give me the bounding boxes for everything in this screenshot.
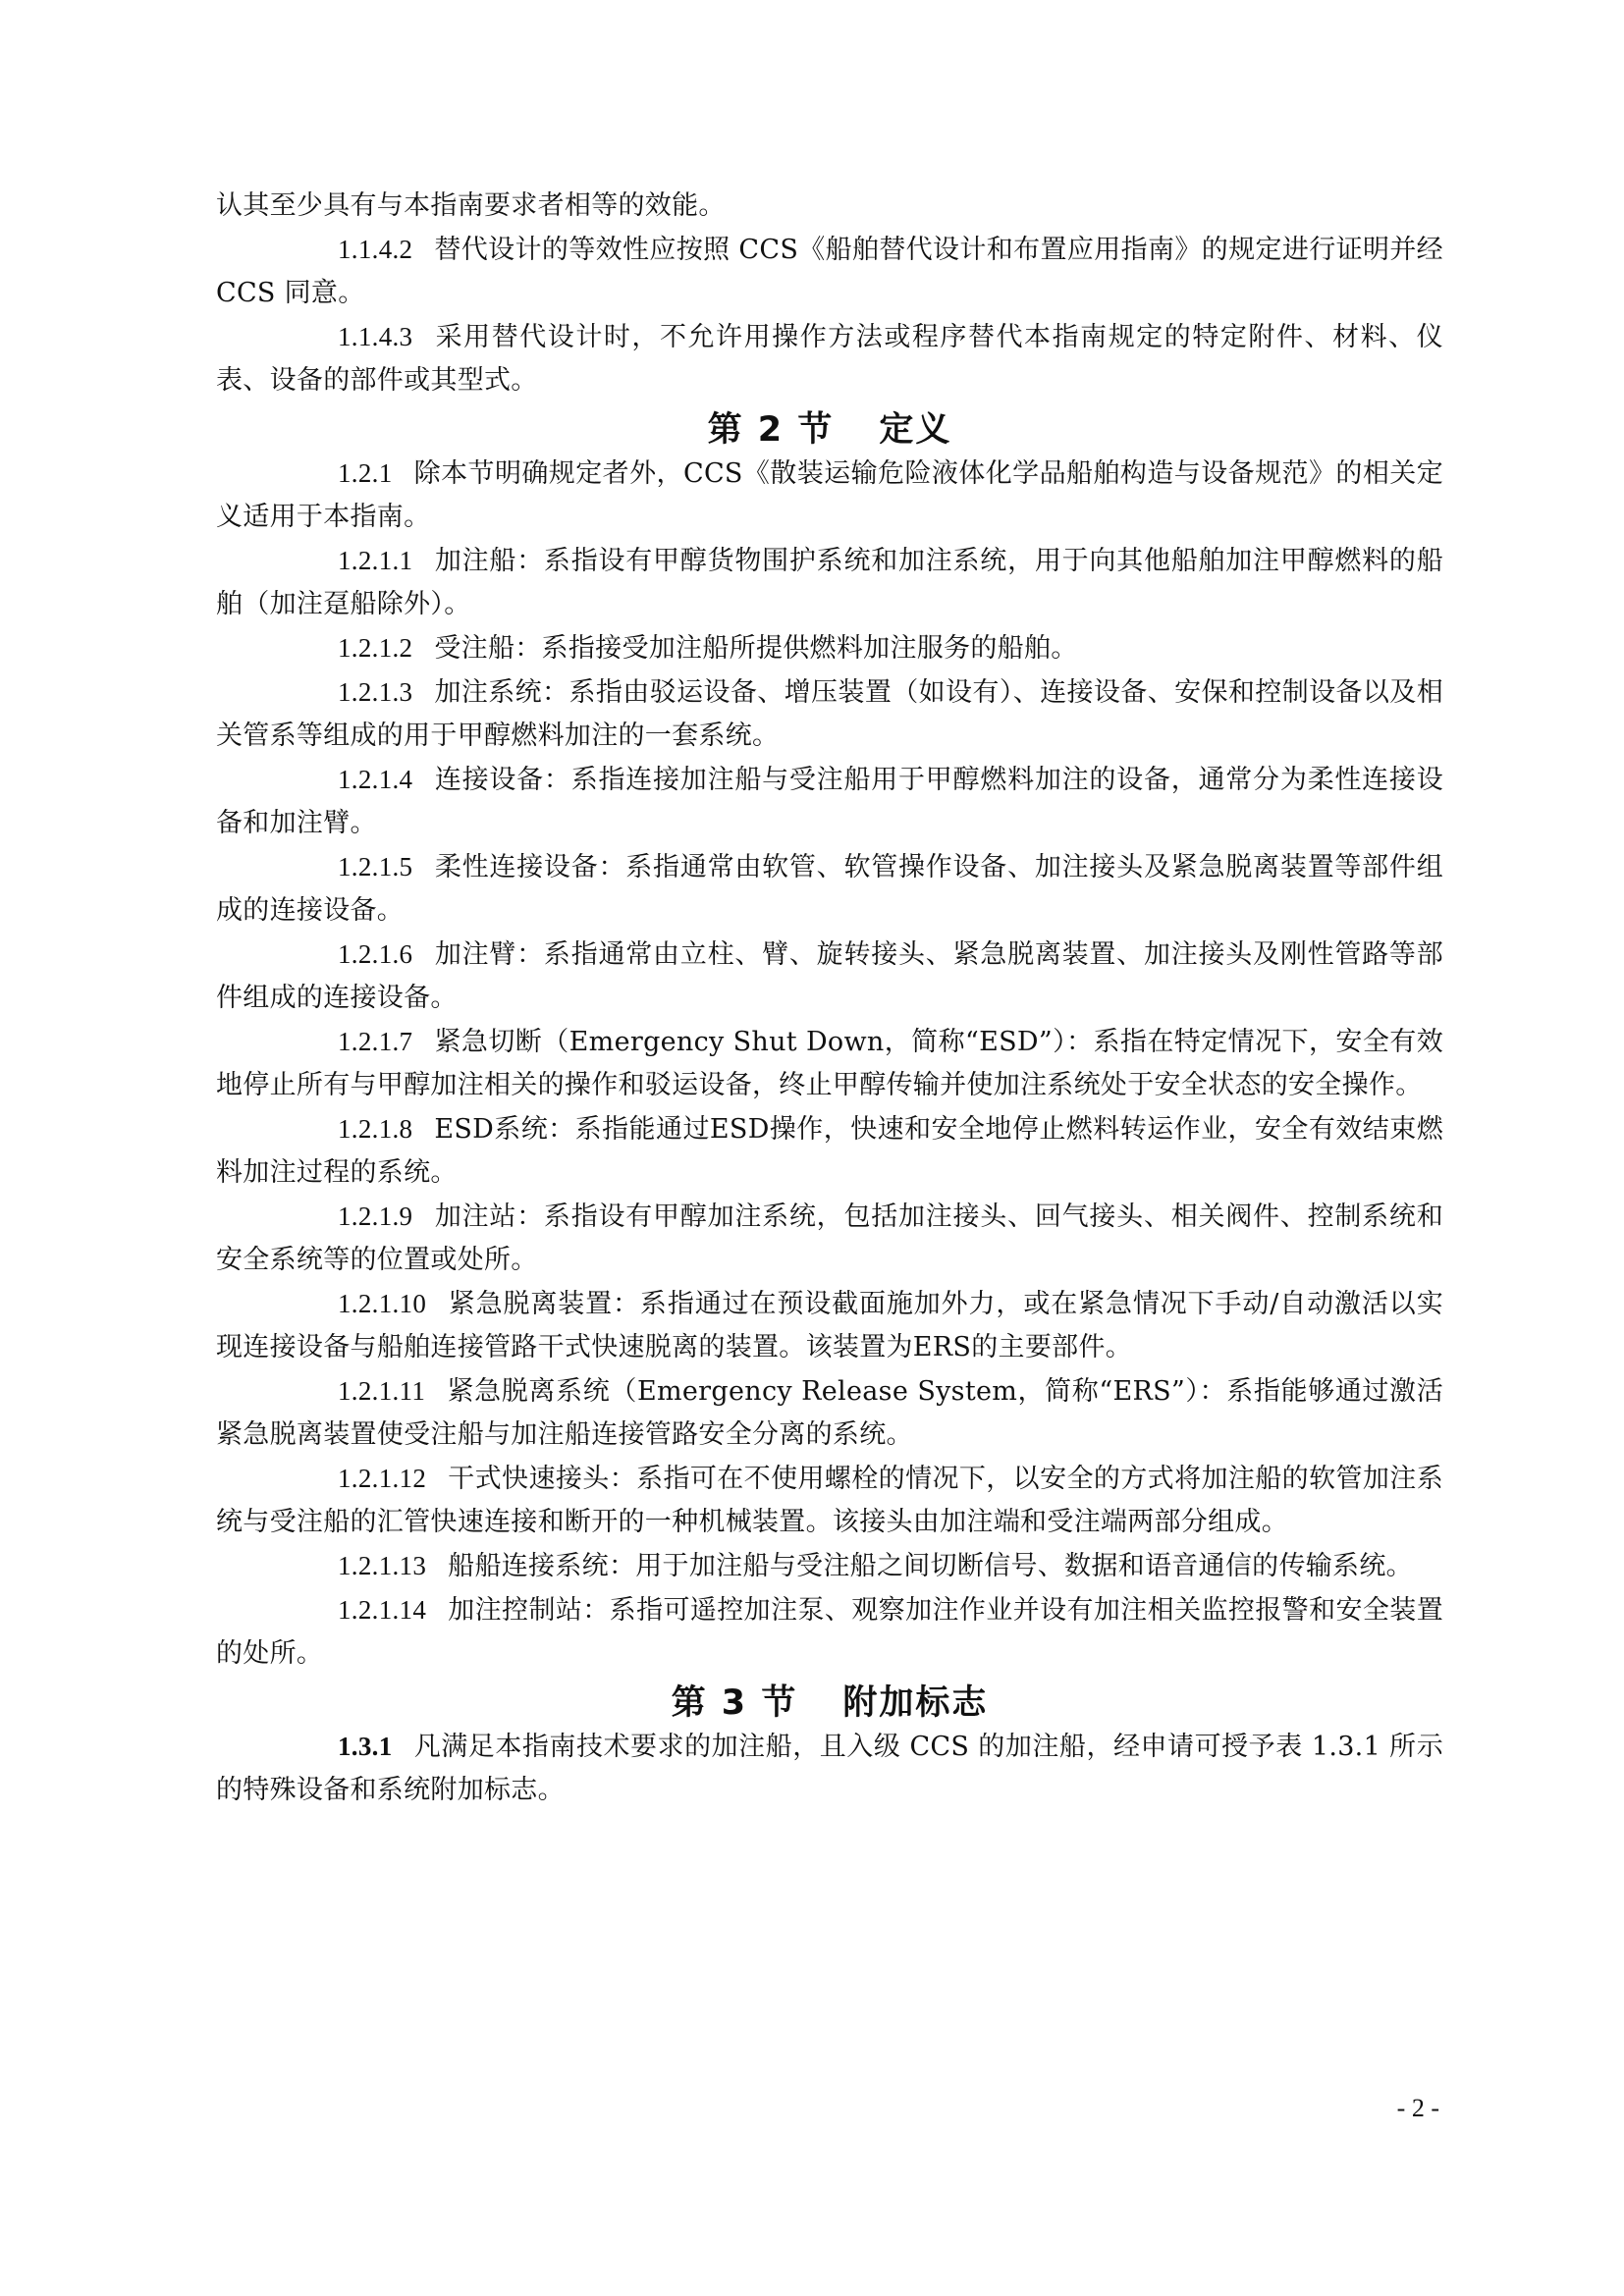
clause-text: 加注站：系指设有甲醇加注系统，包括加注接头、回气接头、相关阀件、控制系统和安全系统等的位置或处所。 xyxy=(216,1201,1443,1275)
clause-1-1-4-3 xyxy=(216,315,1443,402)
clause-text: 连接设备：系指连接加注船与受注船用于甲醇燃料加注的设备，通常分为柔性连接设备和加注臂。 xyxy=(216,765,1443,838)
clause-number: 1.2.1.10 xyxy=(338,1289,427,1318)
paragraph-text: 认其至少具有与本指南要求者相等的效能。 xyxy=(216,190,726,221)
clause-number: 1.2.1.9 xyxy=(338,1201,413,1231)
clause-text: 加注臂：系指通常由立柱、臂、旋转接头、紧急脱离装置、加注接头及刚性管路等部件组成的连接设备。 xyxy=(216,939,1443,1013)
clause-text: 受注船：系指接受加注船所提供燃料加注服务的船舶。 xyxy=(434,633,1078,664)
clause-text: 替代设计的等效性应按照 CCS《船舶替代设计和布置应用指南》的规定进行证明并经 CCS 同意。 xyxy=(216,235,1443,308)
clause-number: 1.2.1.1 xyxy=(338,546,413,575)
clause-number: 1.2.1.11 xyxy=(338,1376,426,1406)
clause-1-2-1-1 xyxy=(216,539,1443,626)
section-label: 第 3 节 xyxy=(671,1683,798,1723)
clause-text: 干式快速接头：系指可在不使用螺栓的情况下，以安全的方式将加注船的软管加注系统与受注船的汇管快速连接和断开的一种机械装置。该接头由加注端和受注端两部分组成。 xyxy=(216,1464,1443,1537)
clause-1-2-1-3 xyxy=(216,670,1443,758)
section-3-heading xyxy=(216,1676,1443,1725)
clause-number: 1.2.1 xyxy=(338,458,393,488)
clause-number: 1.2.1.3 xyxy=(338,677,413,707)
clause-number: 1.2.1.7 xyxy=(338,1027,413,1056)
clause-number: 1.3.1 xyxy=(338,1732,393,1761)
clause-1-3-1 xyxy=(216,1725,1443,1812)
clause-number: 1.2.1.12 xyxy=(338,1464,427,1493)
clause-text: 加注船：系指设有甲醇货物围护系统和加注系统，用于向其他船舶加注甲醇燃料的船舶（加注趸船除外）。 xyxy=(216,546,1443,619)
clause-text: 柔性连接设备：系指通常由软管、软管操作设备、加注接头及紧急脱离装置等部件组成的连接设备。 xyxy=(216,852,1443,926)
clause-number: 1.2.1.4 xyxy=(338,765,413,794)
clause-text: 加注控制站：系指可遥控加注泵、观察加注作业并设有加注相关监控报警和安全装置的处所。 xyxy=(216,1595,1443,1669)
clause-number: 1.1.4.2 xyxy=(338,235,413,264)
clause-number: 1.1.4.3 xyxy=(338,322,413,351)
clause-text: 紧急脱离装置：系指通过在预设截面施加外力，或在紧急情况下手动/自动激活以实现连接设备与船舶连接管路干式快速脱离的装置。该装置为ERS的主要部件。 xyxy=(216,1289,1443,1362)
clause-text: 除本节明确规定者外，CCS《散装运输危险液体化学品船舶构造与设备规范》的相关定义适用于本指南。 xyxy=(216,458,1443,532)
clause-number: 1.2.1.5 xyxy=(338,852,413,881)
clause-1-2-1-11 xyxy=(216,1369,1443,1457)
clause-1-2-1-10 xyxy=(216,1282,1443,1369)
section-label: 第 2 节 xyxy=(707,410,835,450)
clause-number: 1.2.1.14 xyxy=(338,1595,427,1625)
clause-1-2-1-14 xyxy=(216,1588,1443,1676)
document-page xyxy=(216,185,1443,1812)
clause-number: 1.2.1.8 xyxy=(338,1114,413,1144)
clause-1-2-1-12 xyxy=(216,1457,1443,1544)
clause-1-1-4-2 xyxy=(216,228,1443,315)
clause-text: 紧急脱离系统（Emergency Release System，简称“ERS”）：系指能够通过激活紧急脱离装置使受注船与加注船连接管路安全分离的系统。 xyxy=(216,1376,1443,1450)
clause-1-2-1-5 xyxy=(216,845,1443,933)
section-2-heading xyxy=(216,402,1443,452)
clause-text: 凡满足本指南技术要求的加注船，且入级 CCS 的加注船，经申请可授予表 1.3.1 所示的特殊设备和系统附加标志。 xyxy=(216,1732,1443,1805)
clause-1-2-1-9 xyxy=(216,1195,1443,1282)
clause-text: 紧急切断（Emergency Shut Down，简称“ESD”）：系指在特定情况下，安全有效地停止所有与甲醇加注相关的操作和驳运设备，终止甲醇传输并使加注系统处于安全状态的安全操作。 xyxy=(216,1027,1443,1100)
clause-text: ESD系统：系指能通过ESD操作，快速和安全地停止燃料转运作业，安全有效结束燃料加注过程的系统。 xyxy=(216,1114,1443,1188)
clause-text: 船船连接系统：用于加注船与受注船之间切断信号、数据和语音通信的传输系统。 xyxy=(448,1551,1413,1581)
clause-1-2-1-13 xyxy=(216,1544,1443,1588)
page-number: - 2 - xyxy=(1396,2094,1439,2122)
clause-1-2-1-6 xyxy=(216,933,1443,1020)
clause-1-2-1-4 xyxy=(216,758,1443,845)
clause-1-2-1-2 xyxy=(216,626,1443,670)
paragraph-continuation xyxy=(216,185,1443,228)
section-title: 定义 xyxy=(879,410,952,450)
clause-1-2-1-8 xyxy=(216,1107,1443,1195)
clause-1-2-1 xyxy=(216,452,1443,539)
clause-text: 加注系统：系指由驳运设备、增压装置（如设有）、连接设备、安保和控制设备以及相关管系等组成的用于甲醇燃料加注的一套系统。 xyxy=(216,677,1443,751)
clause-number: 1.2.1.13 xyxy=(338,1551,427,1580)
section-title: 附加标志 xyxy=(842,1683,989,1723)
clause-text: 采用替代设计时，不允许用操作方法或程序替代本指南规定的特定附件、材料、仪表、设备的部件或其型式。 xyxy=(216,322,1443,396)
clause-1-2-1-7 xyxy=(216,1020,1443,1107)
clause-number: 1.2.1.2 xyxy=(338,633,413,663)
clause-number: 1.2.1.6 xyxy=(338,939,413,969)
